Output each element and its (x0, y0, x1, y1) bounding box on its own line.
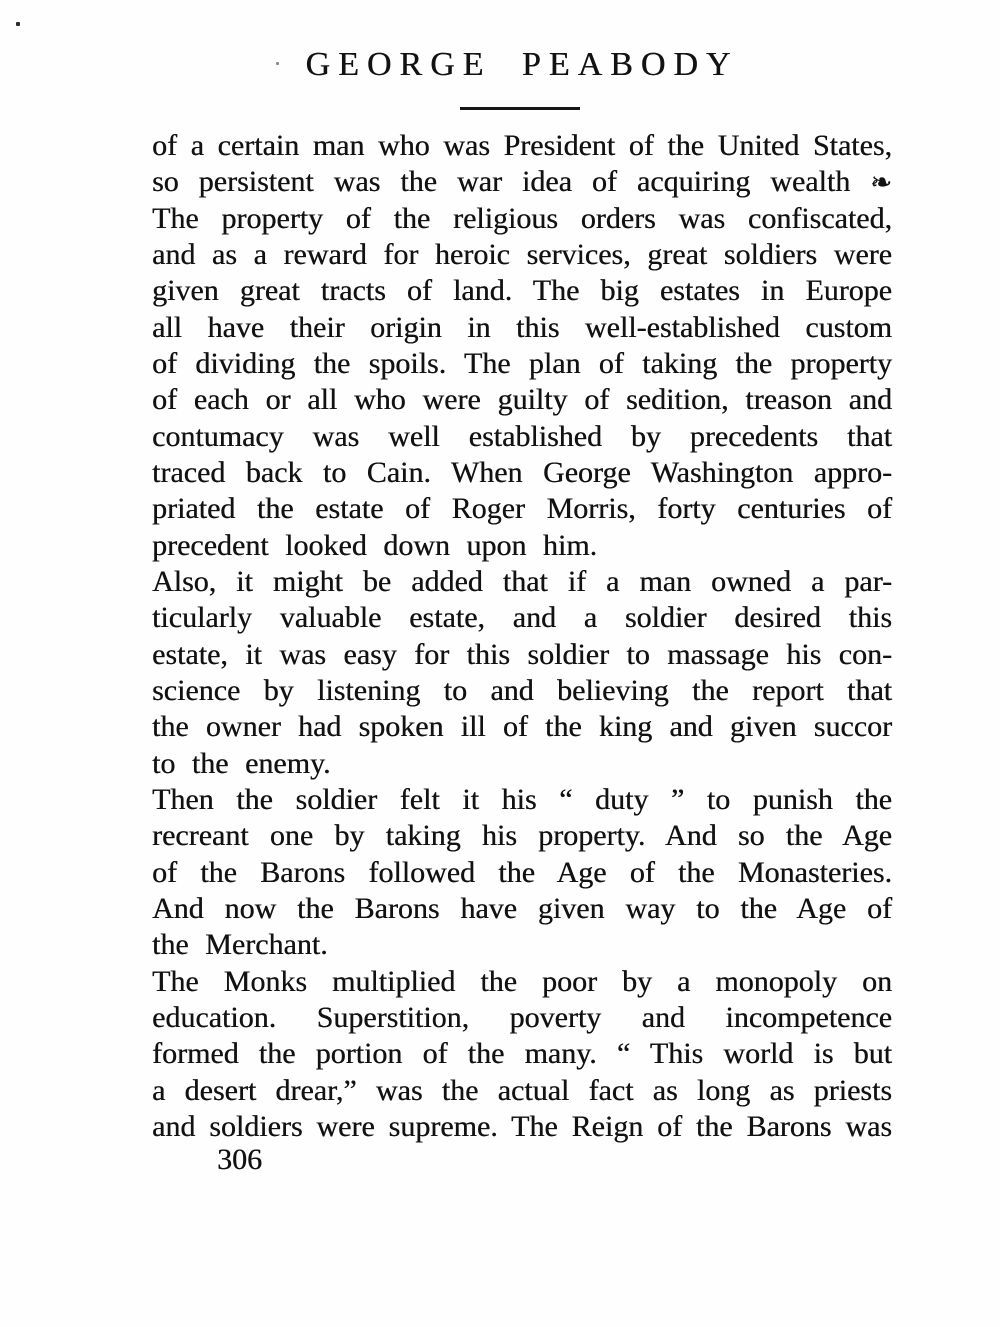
text-line: The property of the religious orders was confiscated, (152, 201, 892, 235)
text-line: so persistent was the war idea of acquiring wealth ❧ (152, 165, 893, 199)
text-line: traced back to Cain. When George Washington appro- (152, 455, 892, 489)
text-line: And now the Barons have given way to the Age of (152, 891, 892, 925)
fleuron-icon: ❧ (870, 168, 893, 199)
text-line: the Merchant. (152, 928, 328, 962)
scan-speck (16, 22, 20, 26)
title-divider-rule (460, 107, 580, 110)
page-title: GEORGE PEABODY (305, 46, 739, 83)
text-line: priated the estate of Roger Morris, forty centuries of (152, 492, 892, 526)
text-line: estate, it was easy for this soldier to massage his con- (152, 637, 892, 671)
text-line: to the enemy. (152, 746, 331, 780)
page-number: 306 (217, 1143, 262, 1176)
text-line: precedent looked down upon him. (152, 528, 598, 562)
text-line: and as a reward for heroic services, great soldiers were (152, 237, 892, 271)
text-line: of a certain man who was President of the United States, (152, 129, 892, 162)
text-line: contumacy was well established by precedents that (152, 419, 892, 453)
text-line: Also, it might be added that if a man owned a par- (152, 564, 892, 598)
text-line: of each or all who were guilty of sedition, treason and (152, 383, 892, 417)
text-line: the owner had spoken ill of the king and given succor (152, 710, 892, 744)
text-line: all have their origin in this well-established custom (152, 310, 892, 344)
text-line: The Monks multiplied the poor by a monopoly on (152, 964, 892, 998)
text-line: of dividing the spoils. The plan of taking the property (152, 346, 892, 380)
body-text (152, 128, 892, 1145)
text-line: science by listening to and believing the report that (152, 673, 892, 707)
text-line: ticularly valuable estate, and a soldier desired this (152, 601, 892, 635)
text-line: and soldiers were supreme. The Reign of the Barons was (152, 1109, 892, 1143)
text-line: a desert drear,” was the actual fact as long as priests (152, 1073, 892, 1107)
text-line: of the Barons followed the Age of the Monasteries. (152, 855, 892, 889)
text-line: recreant one by taking his property. And so the Age (152, 819, 892, 853)
text-line: formed the portion of the many. “ This world is but (152, 1037, 892, 1071)
text-line: education. Superstition, poverty and incompetence (152, 1000, 892, 1034)
text-line: Then the soldier felt it his “ duty ” to punish the (152, 782, 892, 816)
text-line: given great tracts of land. The big estates in Europe (152, 274, 892, 308)
